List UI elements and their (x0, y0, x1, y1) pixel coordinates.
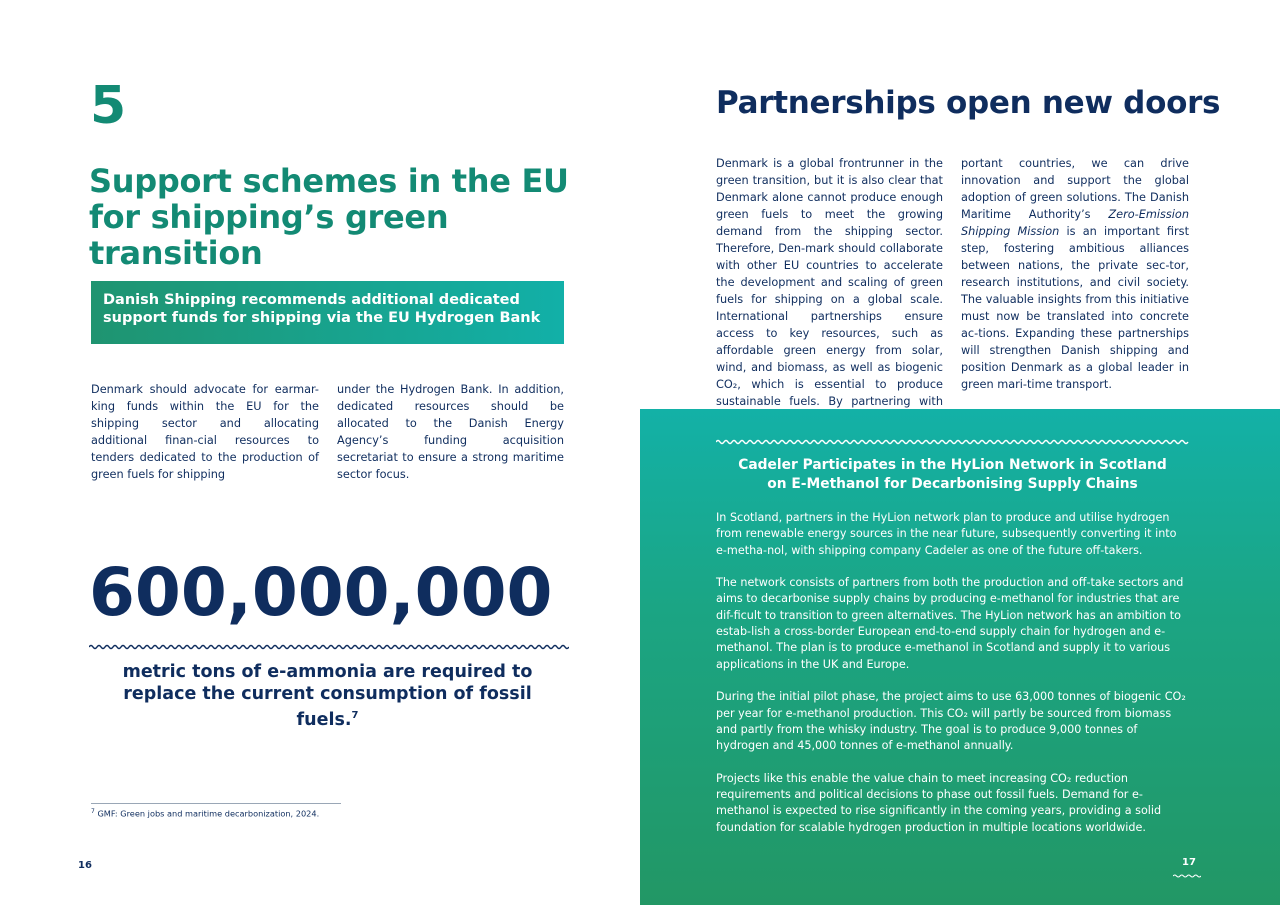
page-number-wave (1173, 873, 1201, 879)
case-paragraph: In Scotland, partners in the HyLion network plan to produce and utilise hydrogen from renewable energy sources in the near future, subsequently converting it into e-metha-nol, with shipping company Cadeler as one of the future off-takers. (716, 511, 1177, 557)
mission-name: Zero-Emission Shipping Mission (961, 208, 1189, 238)
right-body-column-1: Denmark is a global frontrunner in the green transition, but it is also clear that Denmark alone cannot produce enough green fuels to meet the growing demand from the shipping sector. Therefore, Den-mark should collaborate with other EU countries to accelerate the development and scaling of green fuels for shipping on a global scale. International partnerships ensure access to key resources, such as affordable green energy from solar, wind, and biomass, as well as biogenic CO₂, which is essential to produce sustainable fuels. By partnering with (716, 157, 943, 408)
case-study-title-line-1: Cadeler Participates in the HyLion Network in Scotland (738, 457, 1167, 473)
case-study-body (716, 510, 1189, 852)
left-body-column-1: Denmark should advocate for earmar-king funds within the EU for the shipping sector and allocating additional finan-cial resources to tenders dedicated to the production of green fuels for shipping (91, 383, 319, 481)
page-number-left: 16 (78, 860, 92, 871)
column-text-part: portant countries, we can drive innovation and support the global adoption of green solutions. The Danish Maritime Authority’s (961, 157, 1189, 221)
key-figure-caption-text: metric tons of e-ammonia are required to replace the current consumption of fossil fuels. (122, 662, 533, 730)
key-figure-caption (91, 661, 564, 731)
footnote-divider (91, 803, 341, 804)
case-paragraph: The network consists of partners from both the production and off-take sectors and aims to decarbonise supply chains by producing e-methanol for industries that are dif-ficult to transition to green alternatives. The HyLion network has an ambition to estab-lish a cross-border European end-to-end supply chain for hydrogen and e-methanol. The plan is to produce e-methanol in Scotland and supply it to various applications in the UK and Europe. (716, 576, 1184, 671)
footnote-reference: 7 (351, 710, 359, 721)
chapter-title: Support schemes in the EU for shipping’s green transition (89, 162, 569, 272)
footnote-text: GMF: Green jobs and maritime decarbonization, 2024. (97, 808, 320, 819)
left-body-column-2: under the Hydrogen Bank. In addition, dedicated resources should be allocated to the Danish Energy Agency’s funding acquisition secretariat to ensure a strong maritime sector focus. (337, 383, 564, 481)
section-title: Partnerships open new doors (716, 85, 1221, 121)
column-text-part: is an important first step, fostering ambitious alliances between nations, the private sec-tor, research institutions, and civil society. The valuable insights from this initiative must now be translated into concrete ac-tions. Expanding these partnerships will strengthen Danish shipping and position Denmark as a global leader in green mari-time transport. (961, 225, 1189, 391)
footnote (91, 808, 319, 819)
footnote-number: 7 (91, 808, 95, 815)
case-paragraph: During the initial pilot phase, the project aims to use 63,000 tonnes of biogenic CO₂ per year for e-methanol production. This CO₂ will partly be sourced from biomass and partly from the whisky industry. The goal is to produce 9,000 tonnes of hydrogen and 45,000 tonnes of e-methanol annually. (716, 690, 1186, 753)
recommendation-box (91, 281, 564, 344)
wave-divider-left (89, 642, 569, 652)
page-number-right: 17 (1182, 857, 1196, 868)
right-body-column-2 (961, 155, 1189, 393)
recommendation-text: Danish Shipping recommends additional dedicated support funds for shipping via the EU Hydrogen Bank (103, 292, 541, 326)
case-paragraph: Projects like this enable the value chain to meet increasing CO₂ reduction requirements and political decisions to phase out fossil fuels. Demand for e-methanol is expected to rise significantly in the coming years, providing a solid foundation for scalable hydrogen production in multiple locations worldwide. (716, 771, 1162, 834)
case-study-title (716, 456, 1189, 494)
key-figure: 600,000,000 (89, 554, 553, 631)
wave-divider-case (716, 437, 1189, 447)
case-study-title-line-2: on E-Methanol for Decarbonising Supply Chains (767, 476, 1138, 492)
chapter-number: 5 (90, 76, 127, 136)
